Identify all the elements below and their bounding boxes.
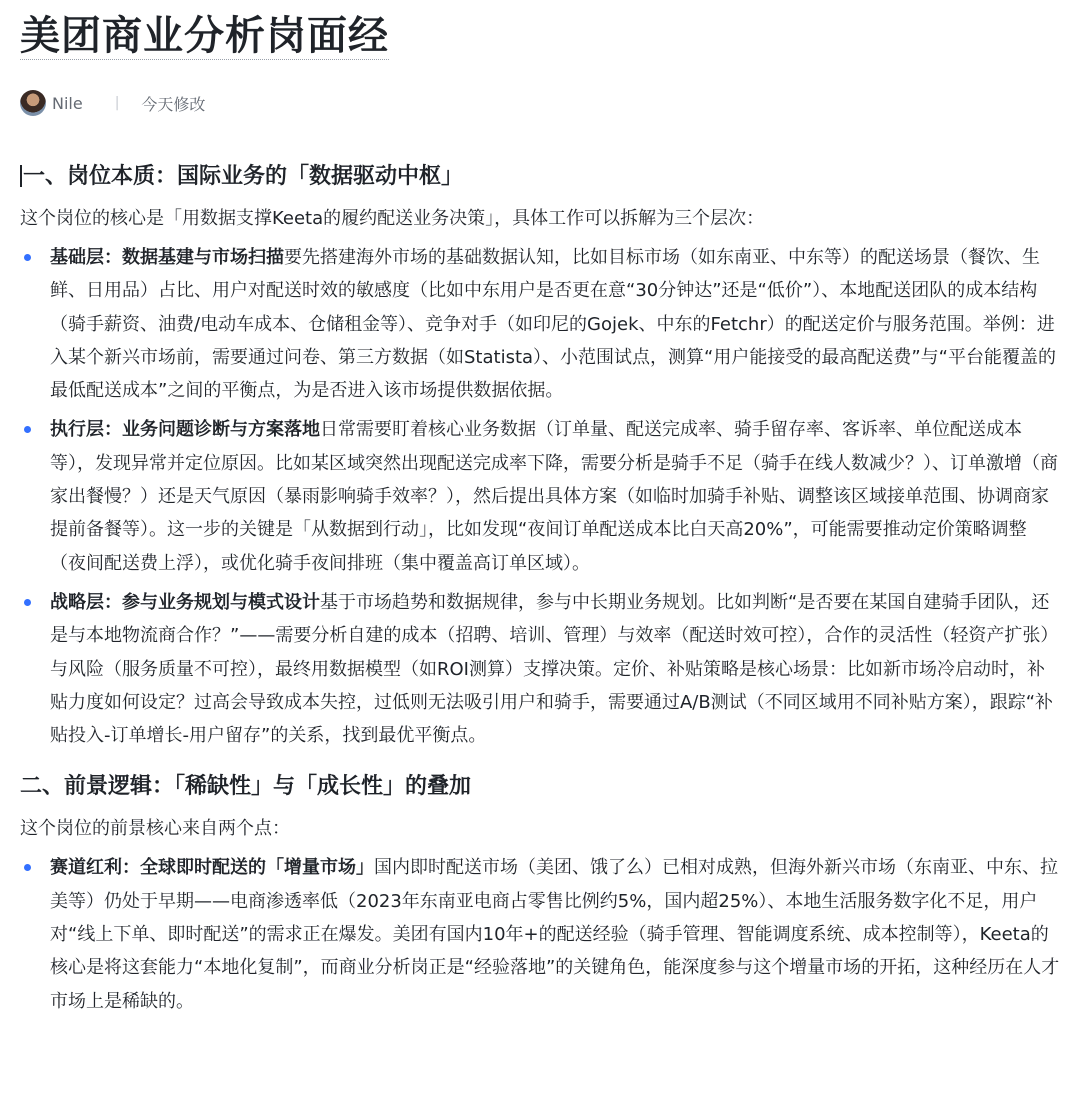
section-heading-1-text: 一、岗位本质：国际业务的「数据驱动中枢」: [23, 164, 464, 189]
author-name[interactable]: Nile: [52, 93, 83, 113]
list-item-bold: 执行层：业务问题诊断与方案落地: [50, 419, 320, 441]
list-item-bold: 基础层：数据基建与市场扫描: [50, 247, 284, 268]
list-item-text: 基于市场趋势和数据规律，参与中长期业务规划。比如判断“是否要在某国自建骑手团队，还是与本地物流商合作？”——需要分析自建的成本（招聘、培训、管理）与效率（配送时效可控），合作的灵活性（轻资产扩张）与风险（服务质量不可控），最终用数据模型（如ROI测算）支撑决策。定价、补贴策略是核心场景：比如新市场冷启动时，补贴力度如何设定？过高会导致成本失控，过低则无法吸引用户和骑手，需要通过A/B测试（不同区域用不同补贴方案），跟踪“补贴投入-订单增长-用户留存”的关系，找到最优平衡点。: [50, 591, 1059, 747]
list-item-bold: 赛道红利：全球即时配送的「增量市场」: [50, 857, 374, 879]
section-2-lead[interactable]: 这个岗位的前景核心来自两个点：: [20, 818, 290, 840]
meta-divider: |: [114, 95, 120, 111]
doc-meta: [20, 88, 1062, 118]
bullet-icon: [24, 599, 31, 606]
avatar[interactable]: [20, 90, 46, 116]
list-item[interactable]: [20, 241, 1062, 407]
section-heading-1[interactable]: [20, 160, 1062, 194]
section-heading-2[interactable]: 二、前景逻辑：「稀缺性」与「成长性」的叠加: [20, 774, 472, 800]
list-item-bold: 战略层：参与业务规划与模式设计: [50, 591, 320, 613]
list-item-text: 要先搭建海外市场的基础数据认知，比如目标市场（如东南亚、中东等）的配送场景（餐饮、生鲜、日用品）占比、用户对配送时效的敏感度（比如中东用户是否更在意“30分钟达”还是“低价”）、本地配送团队的成本结构（骑手薪资、油费/电动车成本、仓储租金等）、竞争对手（如印尼的Gojek、中东的Fetchr）的配送定价与服务范围。举例：进入某个新兴市场前，需要通过问卷、第三方数据（如Statista）、小范围试点，测算“用户能接受的最高配送费”与“平台能覆盖的最低配送成本”之间的平衡点，为是否进入该市场提供数据依据。: [50, 247, 1057, 402]
text-cursor: [20, 165, 22, 187]
page-title: [20, 0, 1062, 64]
modified-time: 今天修改: [141, 94, 206, 114]
list-item[interactable]: [20, 851, 1062, 1017]
section-2-list: [20, 851, 1062, 1017]
list-item-text: 日常需要盯着核心业务数据（订单量、配送完成率、骑手留存率、客诉率、单位配送成本等），发现异常并定位原因。比如某区域突然出现配送完成率下降，需要分析是骑手不足（骑手在线人数减少？）、订单激增（商家出餐慢？）还是天气原因（暴雨影响骑手效率？），然后提出具体方案（如临时加骑手补贴、调整该区域接单范围、协调商家提前备餐等）。这一步的关键是「从数据到行动」，比如发现“夜间订单配送成本比白天高20%”，可能需要推动定价策略调整（夜间配送费上浮），或优化骑手夜间排班（集中覆盖高订单区域）。: [50, 419, 1058, 574]
section-1-lead[interactable]: 这个岗位的核心是「用数据支撑Keeta的履约配送业务决策」，具体工作可以拆解为三个层次：: [20, 208, 765, 229]
section-1-list: [20, 241, 1062, 752]
list-item[interactable]: [20, 413, 1062, 579]
bullet-icon: [24, 864, 31, 871]
bullet-icon: [24, 254, 31, 261]
title-text: 美团商业分析岗面经: [20, 13, 389, 59]
list-item[interactable]: [20, 586, 1062, 752]
list-item-text: 国内即时配送市场（美团、饿了么）已相对成熟，但海外新兴市场（东南亚、中东、拉美等）仍处于早期——电商渗透率低（2023年东南亚电商占零售比例约5%，国内超25%）、本地生活服务数字化不足，用户对“线上下单、即时配送”的需求正在爆发。美团有国内10年+的配送经验（骑手管理、智能调度系统、成本控制等），Keeta的核心是将这套能力“本地化复制”，而商业分析岗正是“经验落地”的关键角色，能深度参与这个增量市场的开拓，这种经历在人才市场上是稀缺的。: [50, 857, 1060, 1012]
bullet-icon: [24, 426, 31, 433]
